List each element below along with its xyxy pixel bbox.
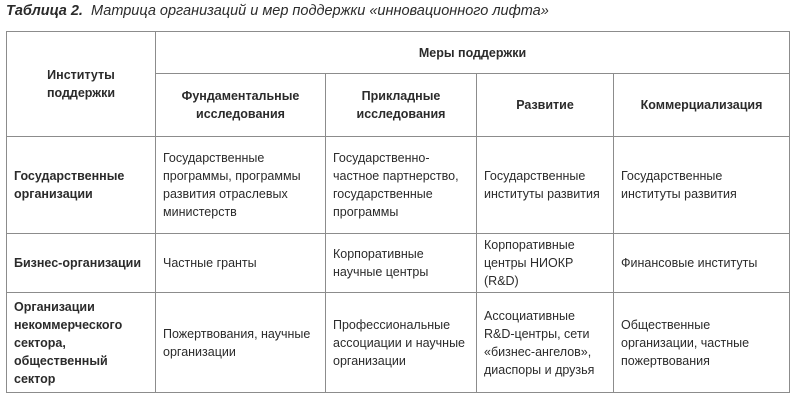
support-matrix-table — [6, 31, 790, 393]
row-header: Организации некоммерческого сектора, общественный сектор — [7, 293, 156, 393]
table-cell: Государственные институты развития — [477, 136, 614, 233]
table-header-row — [7, 32, 790, 74]
table-cell: Государственно-частное партнерство, государственные программы — [326, 136, 477, 233]
table-row — [7, 136, 790, 233]
table-cell: Частные гранты — [156, 233, 326, 292]
table-cell: Государственные программы, программы развития отраслевых министерств — [156, 136, 326, 233]
column-header: Прикладные исследования — [326, 74, 477, 137]
table-row — [7, 293, 790, 393]
group-header: Меры поддержки — [156, 32, 790, 74]
table-row — [7, 233, 790, 292]
caption-label: Таблица 2. — [6, 3, 83, 19]
table-cell: Профессиональные ассоциации и научные организации — [326, 293, 477, 393]
column-header: Коммерциализация — [614, 74, 790, 137]
column-header: Фундаментальные исследования — [156, 74, 326, 137]
row-header: Бизнес-организации — [7, 233, 156, 292]
table-cell: Корпоративные центры НИОКР (R&D) — [477, 233, 614, 292]
table-cell: Финансовые институты — [614, 233, 790, 292]
caption-title: Матрица организаций и мер поддержки «инновационного лифта» — [91, 3, 549, 19]
table-caption — [6, 3, 549, 19]
table-cell: Корпоративные научные центры — [326, 233, 477, 292]
table-cell: Пожертвования, научные организации — [156, 293, 326, 393]
table-cell: Ассоциативные R&D-центры, сети «бизнес-ангелов», диаспоры и друзья — [477, 293, 614, 393]
row-header: Государственные организации — [7, 136, 156, 233]
table-cell: Общественные организации, частные пожертвования — [614, 293, 790, 393]
column-header: Развитие — [477, 74, 614, 137]
corner-header: Институты поддержки — [7, 32, 156, 137]
table-cell: Государственные институты развития — [614, 136, 790, 233]
